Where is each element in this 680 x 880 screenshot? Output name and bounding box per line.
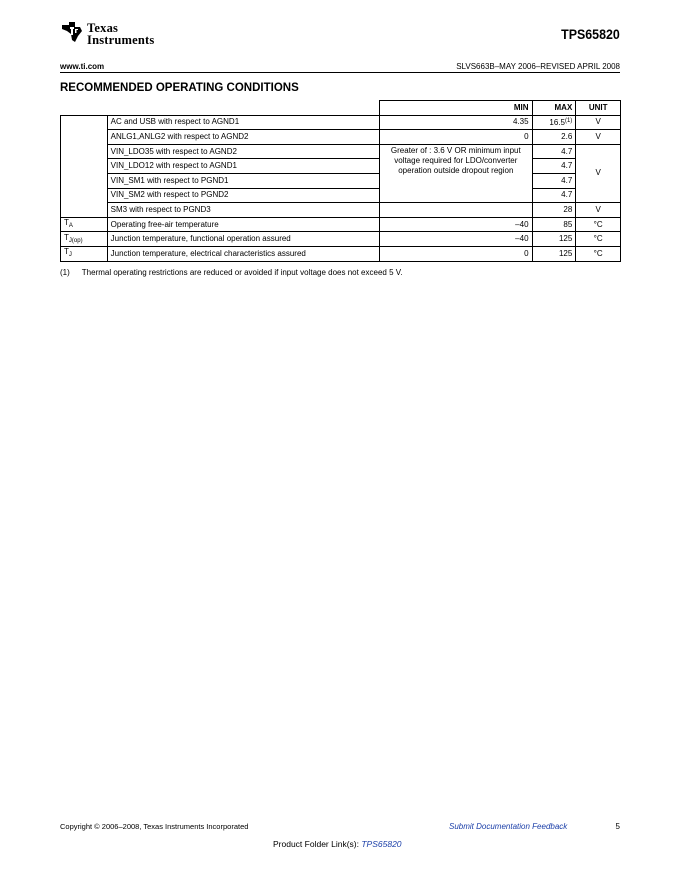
- header-rule: [60, 72, 620, 73]
- footnote-number: (1): [60, 268, 70, 277]
- footnote-text: Thermal operating restrictions are reduced or avoided if input voltage does not exceed 5 V.: [81, 268, 403, 277]
- operating-conditions-table: [60, 100, 621, 262]
- row-max: 4.7: [532, 144, 576, 159]
- table-row: [61, 217, 621, 232]
- website-link[interactable]: www.ti.com: [60, 62, 105, 71]
- literature-number: SLVS663B–MAY 2006–REVISED APRIL 2008: [456, 62, 620, 71]
- section-title: RECOMMENDED OPERATING CONDITIONS: [60, 82, 299, 94]
- table-row: [61, 188, 621, 203]
- copyright: Copyright © 2006–2008, Texas Instruments Incorporated: [60, 822, 249, 831]
- row-symbol: [61, 246, 108, 261]
- shared-min-note: Greater of : 3.6 V OR minimum input voltage required for LDO/converter operation outside dropout region: [380, 144, 532, 202]
- row-description: VIN_SM1 with respect to PGND1: [107, 173, 379, 188]
- row-max-value: 16.5: [549, 118, 565, 128]
- header-blank-desc: [107, 101, 379, 116]
- row-unit: V: [576, 130, 621, 145]
- row-description: ANLG1,ANLG2 with respect to AGND2: [107, 130, 379, 145]
- logo-wordmark: [87, 23, 154, 47]
- page-number: 5: [615, 822, 620, 831]
- row-unit: V: [576, 115, 621, 130]
- row-unit: °C: [576, 246, 621, 261]
- product-folder: [273, 839, 402, 849]
- header-max: MAX: [532, 101, 576, 116]
- row-max: 28: [532, 203, 576, 218]
- product-folder-link[interactable]: TPS65820: [361, 839, 402, 849]
- row-symbol: [61, 217, 108, 232]
- symbol-subscript: J: [68, 252, 72, 259]
- table-row: [61, 130, 621, 145]
- table-row: [61, 115, 621, 130]
- symbol-letter: T: [64, 218, 69, 228]
- row-description: VIN_SM2 with respect to PGND2: [107, 188, 379, 203]
- row-max: 4.7: [532, 159, 576, 174]
- row-symbol: [61, 232, 108, 247]
- part-number: TPS65820: [561, 27, 620, 42]
- symbol-subscript: A: [68, 223, 73, 230]
- row-description: Operating free-air temperature: [107, 217, 379, 232]
- table-row: [61, 144, 621, 159]
- row-max: 2.6: [532, 130, 576, 145]
- header-min: MIN: [380, 101, 532, 116]
- footnote-ref[interactable]: (1): [564, 118, 573, 125]
- product-folder-label: Product Folder Link(s):: [273, 839, 359, 849]
- logo-word-instruments: Instruments: [87, 33, 155, 47]
- row-min: 0: [380, 246, 532, 261]
- row-max: 85: [532, 217, 576, 232]
- logo-line-2: [87, 35, 154, 47]
- table-row: [61, 232, 621, 247]
- symbol-cell-voltage: [61, 115, 108, 217]
- table-row: [61, 203, 621, 218]
- row-max: 4.7: [532, 173, 576, 188]
- row-description: AC and USB with respect to AGND1: [107, 115, 379, 130]
- header-blank-sym: [61, 101, 108, 116]
- logo-word-texas: Texas: [87, 21, 119, 35]
- row-unit: °C: [576, 217, 621, 232]
- row-description: Junction temperature, electrical characteristics assured: [107, 246, 379, 261]
- table-header-row: [61, 101, 621, 116]
- row-max: [532, 115, 576, 130]
- row-max: 125: [532, 246, 576, 261]
- row-unit: V: [576, 203, 621, 218]
- row-unit: °C: [576, 232, 621, 247]
- submit-feedback-link[interactable]: Submit Documentation Feedback: [449, 822, 568, 831]
- ti-logo: [60, 20, 170, 48]
- row-min: 4.35: [380, 115, 532, 130]
- symbol-subscript: J(op): [68, 237, 83, 244]
- row-min: –40: [380, 232, 532, 247]
- row-description: VIN_LDO12 with respect to AGND1: [107, 159, 379, 174]
- row-min: 0: [380, 130, 532, 145]
- row-min: [380, 203, 532, 218]
- symbol-letter: T: [64, 232, 69, 242]
- row-description: SM3 with respect to PGND3: [107, 203, 379, 218]
- row-description: VIN_LDO35 with respect to AGND2: [107, 144, 379, 159]
- table-row: [61, 159, 621, 174]
- row-description: Junction temperature, functional operation assured: [107, 232, 379, 247]
- header-unit: UNIT: [576, 101, 621, 116]
- ti-state-logo-icon: [60, 20, 84, 44]
- shared-unit: V: [576, 144, 621, 202]
- row-max: 125: [532, 232, 576, 247]
- symbol-letter: T: [64, 247, 69, 257]
- row-min: –40: [380, 217, 532, 232]
- row-max: 4.7: [532, 188, 576, 203]
- table-row: [61, 246, 621, 261]
- table-row: [61, 173, 621, 188]
- footnote: [60, 268, 403, 277]
